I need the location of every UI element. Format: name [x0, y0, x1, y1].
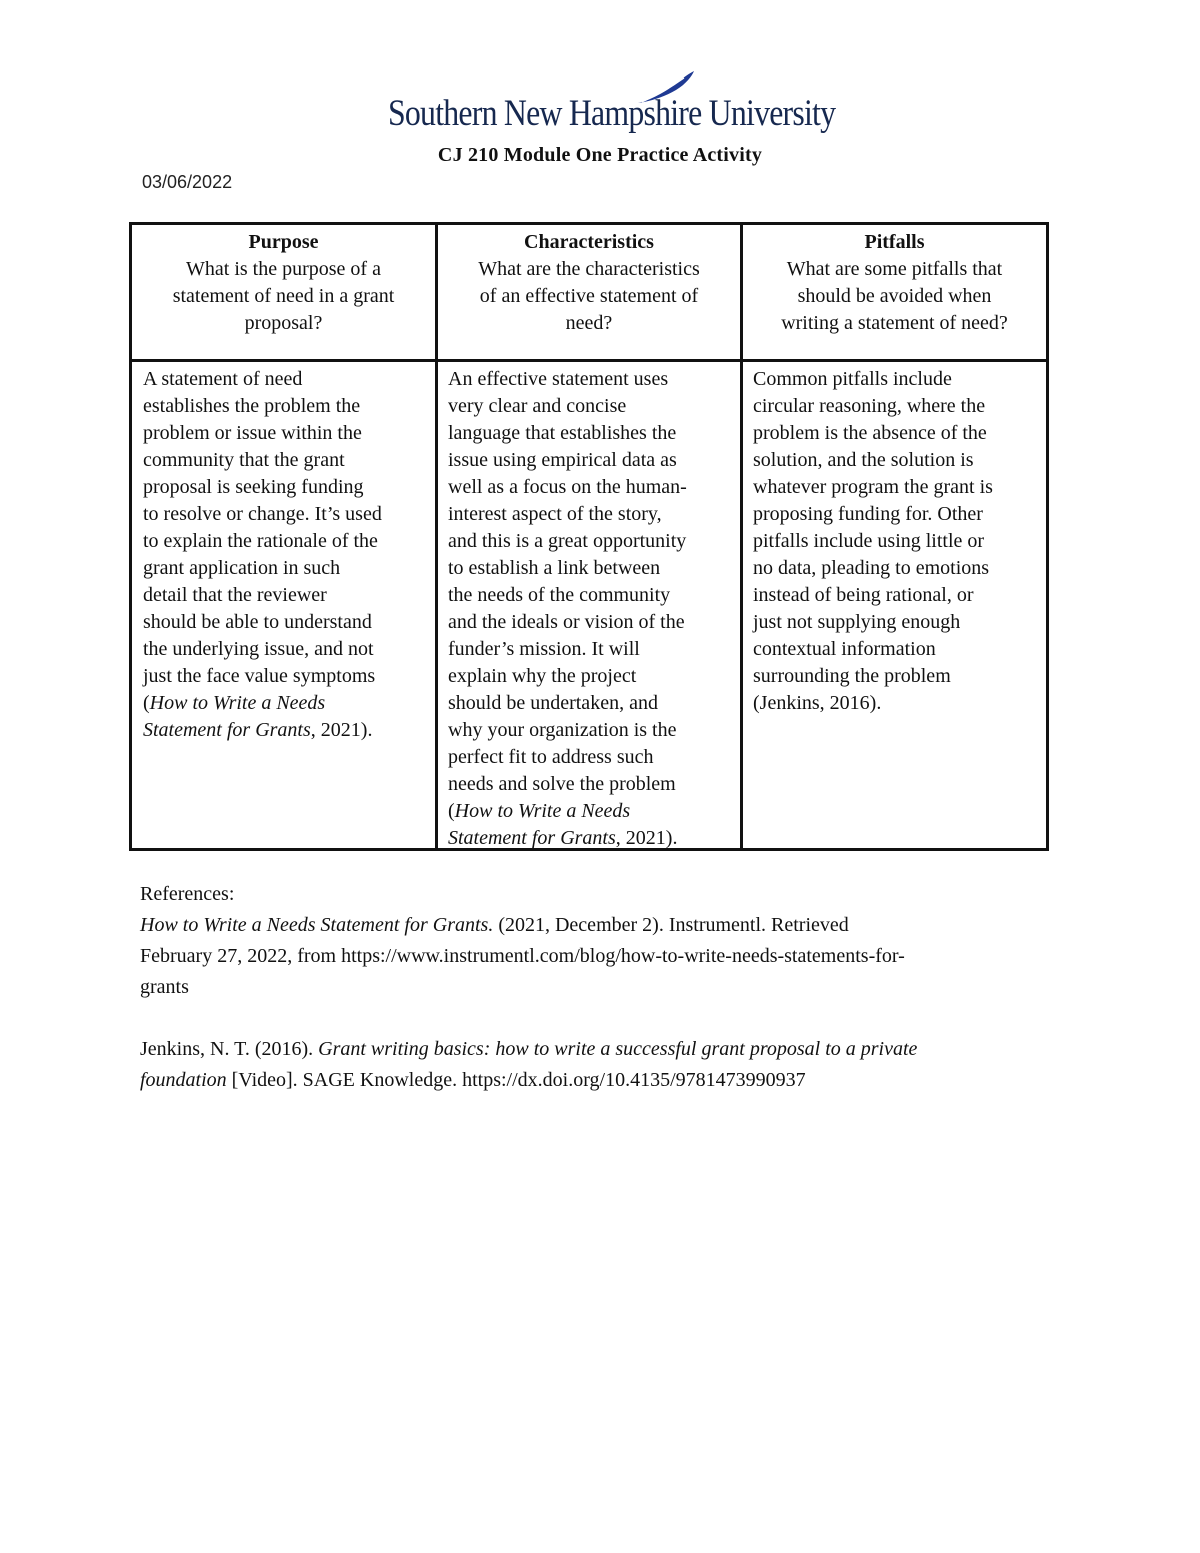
- pitfalls-line: circular reasoning, where the: [753, 395, 986, 417]
- reference-1-url-line: February 27, 2022, from https://www.instrumentl.com/blog/how-to-write-needs-statements-for-: [140, 945, 905, 967]
- characteristics-line: needs and solve the problem: [448, 773, 676, 795]
- pitfalls-line: just not supplying enough: [753, 611, 961, 633]
- characteristics-cell: [448, 366, 687, 852]
- citation-title: Statement for Grants: [143, 719, 311, 741]
- reference-1-details: (2021, December 2). Instrumentl. Retrieved: [493, 914, 849, 936]
- characteristics-line: should be undertaken, and: [448, 692, 658, 714]
- pitfalls-line: (Jenkins, 2016).: [753, 692, 882, 714]
- purpose-title: Purpose: [248, 231, 319, 253]
- characteristics-citation-line: [448, 798, 687, 825]
- citation-paren: (: [143, 692, 150, 714]
- purpose-question-line: What is the purpose of a: [186, 258, 381, 280]
- pitfalls-question-line: What are some pitfalls that: [786, 258, 1003, 280]
- citation-title: How to Write a Needs: [149, 692, 326, 714]
- reference-1-url-end: grants: [140, 976, 189, 998]
- pitfalls-line: problem is the absence of the: [753, 422, 987, 444]
- purpose-line: A statement of need: [143, 368, 303, 390]
- quill-icon: [636, 70, 696, 104]
- citation-paren: (: [448, 800, 455, 822]
- purpose-line: establishes the problem the: [143, 395, 361, 417]
- characteristics-line: why your organization is the: [448, 719, 677, 741]
- purpose-line: the underlying issue, and not: [143, 638, 374, 660]
- characteristics-line: well as a focus on the human-: [448, 476, 687, 498]
- characteristics-question-line: need?: [565, 312, 613, 334]
- pitfalls-line: contextual information: [753, 638, 936, 660]
- pitfalls-line: instead of being rational, or: [753, 584, 974, 606]
- pitfalls-line: proposing funding for. Other: [753, 503, 983, 525]
- characteristics-line: issue using empirical data as: [448, 449, 677, 471]
- pitfalls-line: surrounding the problem: [753, 665, 951, 687]
- pitfalls-header: [743, 229, 1046, 337]
- characteristics-line: the needs of the community: [448, 584, 671, 606]
- document-title: CJ 210 Module One Practice Activity: [437, 144, 763, 166]
- reference-1-line: [140, 910, 1070, 941]
- characteristics-title: Characteristics: [524, 231, 654, 253]
- purpose-line: proposal is seeking funding: [143, 476, 364, 498]
- purpose-question-line: statement of need in a grant: [172, 285, 395, 307]
- characteristics-line: perfect fit to address such: [448, 746, 654, 768]
- purpose-line: should be able to understand: [143, 611, 372, 633]
- purpose-line: detail that the reviewer: [143, 584, 327, 606]
- pitfalls-line: whatever program the grant is: [753, 476, 993, 498]
- purpose-line: grant application in such: [143, 557, 341, 579]
- purpose-header: [132, 229, 435, 337]
- document-date: 03/06/2022: [142, 172, 233, 192]
- university-wordmark: Southern New Hampshire University: [388, 93, 836, 134]
- references-heading: References:: [140, 883, 235, 905]
- purpose-citation-line: [143, 690, 382, 717]
- characteristics-line: very clear and concise: [448, 395, 627, 417]
- reference-2-line: [140, 1034, 1070, 1065]
- references-section: [140, 879, 1070, 1096]
- purpose-line: to explain the rationale of the: [143, 530, 378, 552]
- characteristics-citation-line: [448, 825, 687, 852]
- pitfalls-line: pitfalls include using little or: [753, 530, 985, 552]
- pitfalls-question-line: should be avoided when: [797, 285, 992, 307]
- purpose-line: problem or issue within the: [143, 422, 362, 444]
- characteristics-line: and the ideals or vision of the: [448, 611, 685, 633]
- characteristics-line: interest aspect of the story,: [448, 503, 662, 525]
- purpose-question-line: proposal?: [244, 312, 323, 334]
- characteristics-line: and this is a great opportunity: [448, 530, 687, 552]
- characteristics-line: An effective statement uses: [448, 368, 669, 390]
- header-divider: [132, 359, 1046, 362]
- citation-title: How to Write a Needs: [454, 800, 631, 822]
- characteristics-line: funder’s mission. It will: [448, 638, 640, 660]
- characteristics-question-line: What are the characteristics: [478, 258, 700, 280]
- purpose-cell: [143, 366, 382, 744]
- characteristics-header: [438, 229, 740, 337]
- reference-2-details: [Video]. SAGE Knowledge. https://dx.doi.org/10.4135/9781473990937: [226, 1069, 806, 1091]
- characteristics-line: language that establishes the: [448, 422, 677, 444]
- citation-title: Statement for Grants: [448, 827, 616, 849]
- pitfalls-line: solution, and the solution is: [753, 449, 974, 471]
- assignment-table: [129, 222, 1049, 851]
- reference-2-title: foundation: [140, 1069, 227, 1091]
- characteristics-question-line: of an effective statement of: [479, 285, 699, 307]
- pitfalls-line: no data, pleading to emotions: [753, 557, 990, 579]
- pitfalls-line: Common pitfalls include: [753, 368, 952, 390]
- reference-2-title: Grant writing basics: how to write a successful grant proposal to a private: [318, 1038, 918, 1060]
- purpose-citation-line: [143, 717, 382, 744]
- pitfalls-cell: [753, 366, 993, 717]
- characteristics-line: to establish a link between: [448, 557, 661, 579]
- characteristics-line: explain why the project: [448, 665, 637, 687]
- reference-2-line: [140, 1065, 1070, 1096]
- reference-1-title: How to Write a Needs Statement for Grants.: [140, 914, 494, 936]
- citation-year: , 2021).: [310, 719, 373, 741]
- university-logo: [388, 70, 836, 138]
- pitfalls-question-line: writing a statement of need?: [781, 312, 1008, 334]
- reference-2-author: Jenkins, N. T. (2016).: [140, 1038, 319, 1060]
- pitfalls-title: Pitfalls: [864, 231, 925, 253]
- purpose-line: community that the grant: [143, 449, 345, 471]
- purpose-line: just the face value symptoms: [143, 665, 376, 687]
- citation-year: , 2021).: [615, 827, 678, 849]
- purpose-line: to resolve or change. It’s used: [143, 503, 382, 525]
